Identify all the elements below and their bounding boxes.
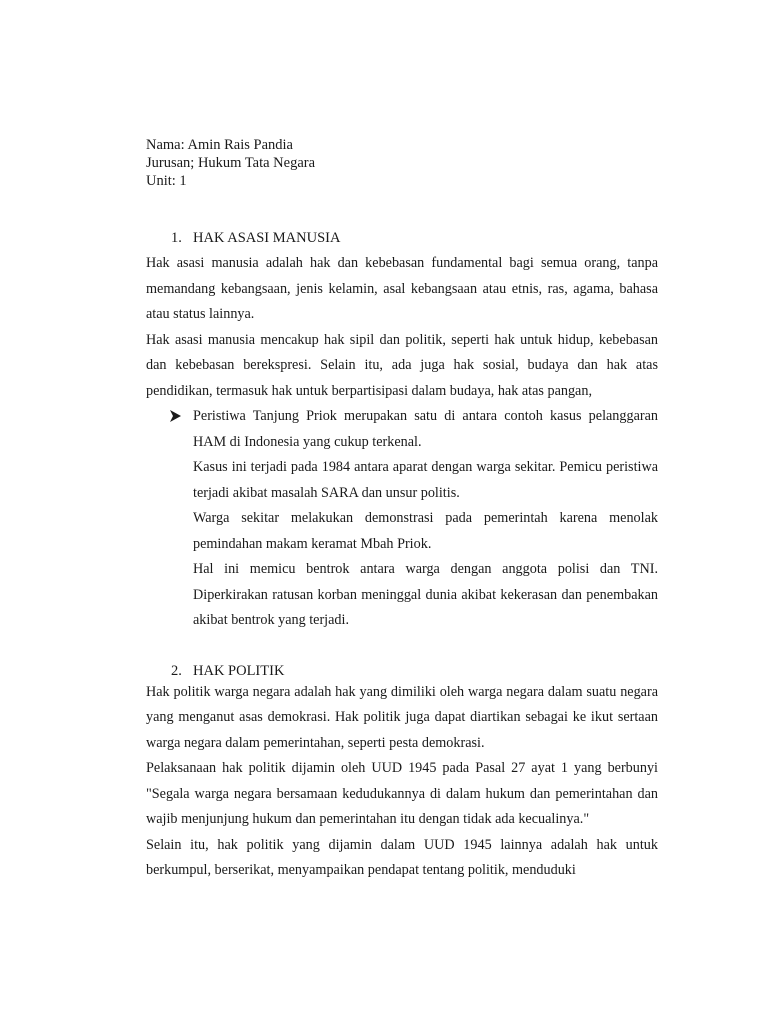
bullet-text: Hal ini memicu bentrok antara warga dengan anggota polisi dan TNI. Diperkirakan ratusan korban meninggal dunia akibat kekerasan dan penembakan akibat bentrok yang terjadi.	[193, 561, 658, 628]
section-2-paragraph: Pelaksanaan hak politik dijamin oleh UUD 1945 pada Pasal 27 ayat 1 yang berbunyi "Segala warga negara bersamaan kedudukannya di dalam hukum dan pemerintahan dan wajib menjunjung hukum dan pemerintahan itu dengan tidak ada kecualinya."	[146, 760, 658, 827]
arrow-bullet-icon	[169, 409, 183, 423]
student-name: Nama: Amin Rais Pandia	[146, 137, 293, 153]
bullet-text: Peristiwa Tanjung Priok merupakan satu di antara contoh kasus pelanggaran HAM di Indonesia yang cukup terkenal.	[193, 408, 658, 450]
section-2-heading	[146, 662, 658, 680]
section-1-title: HAK ASASI MANUSIA	[193, 230, 341, 246]
section-1-number: 1.	[171, 230, 182, 246]
section-2-number: 2.	[171, 662, 182, 679]
section-2-paragraph: Selain itu, hak politik yang dijamin dalam UUD 1945 lainnya adalah hak untuk berkumpul, berserikat, menyampaikan pendapat tentang politik, menduduki	[146, 836, 658, 878]
section-2-paragraph: Hak politik warga negara adalah hak yang dimiliki oleh warga negara dalam suatu negara yang menganut asas demokrasi. Hak politik juga dapat diartikan sebagai ke ikut sertaan warga negara dalam pemerintahan, seperti pesta demokrasi.	[146, 683, 658, 751]
bullet-text: Kasus ini terjadi pada 1984 antara aparat dengan warga sekitar. Pemicu peristiwa terjadi akibat masalah SARA dan unsur politis.	[193, 459, 658, 501]
section-1-bullet	[146, 404, 658, 634]
section-2-title: HAK POLITIK	[193, 662, 285, 679]
student-unit: Unit: 1	[146, 173, 187, 189]
section-1-paragraph: Hak asasi manusia mencakup hak sipil dan politik, seperti hak untuk hidup, kebebasan dan kebebasan berekspresi. Selain itu, ada juga hak sosial, budaya dan hak atas pendidikan, termasuk hak untuk berpartisipasi dalam budaya, hak atas pangan,	[146, 331, 658, 399]
bullet-text: Warga sekitar melakukan demonstrasi pada pemerintah karena menolak pemindahan makam keramat Mbah Priok.	[193, 510, 658, 552]
document-page	[146, 136, 658, 884]
section-1-heading	[146, 229, 658, 247]
student-major: Jurusan; Hukum Tata Negara	[146, 155, 316, 171]
section-1-paragraph: Hak asasi manusia adalah hak dan kebebasan fundamental bagi semua orang, tanpa memandang kebangsaan, jenis kelamin, asal kebangsaan atau etnis, ras, agama, bahasa atau status lainnya.	[146, 255, 658, 322]
